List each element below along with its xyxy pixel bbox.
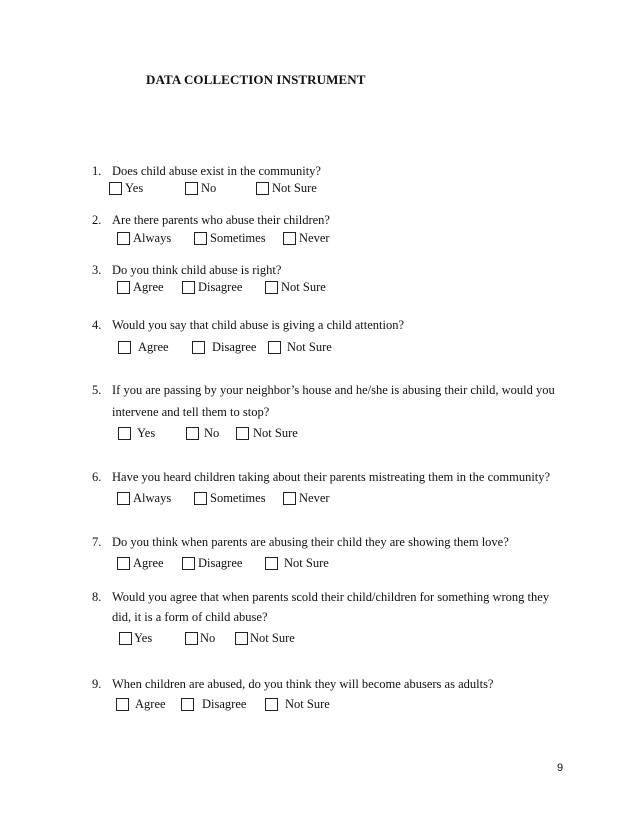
question-text: If you are passing by your neighbor’s house and he/she is abusing their child, would you	[112, 383, 555, 397]
option-label: Agree	[133, 556, 164, 570]
question-8	[92, 590, 549, 605]
option-label: Never	[299, 231, 330, 245]
checkbox[interactable]	[117, 281, 130, 294]
question-5	[92, 383, 555, 398]
checkbox[interactable]	[117, 492, 130, 505]
option-yes[interactable]	[109, 181, 143, 196]
checkbox[interactable]	[181, 698, 194, 711]
question-number: 7.	[92, 535, 102, 549]
option-not-sure[interactable]	[236, 426, 298, 441]
question-1	[92, 164, 321, 179]
question-text: Would you agree that when parents scold their child/children for something wrong they	[112, 590, 550, 604]
option-label: Disagree	[212, 340, 257, 354]
option-yes[interactable]	[119, 631, 152, 646]
option-disagree[interactable]	[192, 340, 256, 355]
checkbox[interactable]	[236, 427, 249, 440]
checkbox[interactable]	[265, 281, 278, 294]
question-number: 9.	[92, 677, 102, 691]
question-text-continued: intervene and tell them to stop?	[112, 405, 270, 419]
checkbox[interactable]	[235, 632, 248, 645]
option-label: Disagree	[202, 697, 247, 711]
question-9	[92, 677, 493, 692]
option-not-sure[interactable]	[268, 340, 332, 355]
checkbox[interactable]	[117, 232, 130, 245]
question-number: 1.	[92, 164, 102, 178]
checkbox[interactable]	[109, 182, 122, 195]
option-never[interactable]	[283, 231, 330, 246]
question-text: Do you think when parents are abusing their child they are showing them love?	[112, 535, 509, 549]
question-7	[92, 535, 509, 550]
option-label: Yes	[125, 181, 144, 195]
option-agree[interactable]	[118, 340, 169, 355]
option-label: Disagree	[198, 280, 243, 294]
checkbox[interactable]	[265, 557, 278, 570]
option-label: Not Sure	[250, 631, 295, 645]
checkbox[interactable]	[283, 492, 296, 505]
option-not-sure[interactable]	[265, 556, 329, 571]
option-agree[interactable]	[117, 280, 164, 295]
question-number: 8.	[92, 590, 102, 604]
option-label: Agree	[138, 340, 169, 354]
page-title: DATA COLLECTION INSTRUMENT	[146, 72, 366, 87]
option-label: Not Sure	[253, 426, 298, 440]
option-label: Always	[133, 491, 172, 505]
option-label: Not Sure	[272, 181, 317, 195]
option-label: Always	[133, 231, 172, 245]
question-text: When children are abused, do you think they will become abusers as adults?	[112, 677, 494, 691]
option-no[interactable]	[185, 631, 215, 646]
checkbox[interactable]	[182, 281, 195, 294]
option-always[interactable]	[117, 231, 171, 246]
option-label: Agree	[135, 697, 166, 711]
option-label: Sometimes	[210, 491, 266, 505]
option-label: Not Sure	[281, 280, 326, 294]
checkbox[interactable]	[182, 557, 195, 570]
option-no[interactable]	[186, 426, 219, 441]
question-text: Does child abuse exist in the community?	[112, 164, 321, 178]
option-agree[interactable]	[117, 556, 164, 571]
option-label: Agree	[133, 280, 164, 294]
option-label: Not Sure	[287, 340, 332, 354]
checkbox[interactable]	[117, 557, 130, 570]
question-2	[92, 213, 330, 228]
question-number: 6.	[92, 470, 102, 484]
option-disagree[interactable]	[181, 697, 246, 712]
option-not-sure[interactable]	[235, 631, 295, 646]
option-not-sure[interactable]	[256, 181, 317, 196]
checkbox[interactable]	[116, 698, 129, 711]
question-text-continued: did, it is a form of child abuse?	[112, 610, 268, 624]
checkbox[interactable]	[119, 632, 132, 645]
option-label: Yes	[134, 631, 153, 645]
option-label: Sometimes	[210, 231, 266, 245]
option-label: Disagree	[198, 556, 243, 570]
checkbox[interactable]	[194, 492, 207, 505]
question-text: Would you say that child abuse is giving a child attention?	[112, 318, 404, 332]
option-sometimes[interactable]	[194, 491, 266, 506]
option-yes[interactable]	[118, 426, 155, 441]
question-number: 4.	[92, 318, 102, 332]
checkbox[interactable]	[118, 427, 131, 440]
checkbox[interactable]	[283, 232, 296, 245]
option-not-sure[interactable]	[265, 280, 326, 295]
option-agree[interactable]	[116, 697, 166, 712]
checkbox[interactable]	[185, 182, 198, 195]
option-not-sure[interactable]	[265, 697, 330, 712]
option-disagree[interactable]	[182, 556, 242, 571]
checkbox[interactable]	[118, 341, 131, 354]
page-number: 9	[557, 762, 564, 774]
checkbox[interactable]	[185, 632, 198, 645]
question-3	[92, 263, 281, 278]
option-label: Never	[299, 491, 330, 505]
question-4	[92, 318, 404, 333]
checkbox[interactable]	[194, 232, 207, 245]
checkbox[interactable]	[265, 698, 278, 711]
checkbox[interactable]	[268, 341, 281, 354]
question-number: 5.	[92, 383, 102, 397]
checkbox[interactable]	[192, 341, 205, 354]
option-always[interactable]	[117, 491, 171, 506]
option-no[interactable]	[185, 181, 216, 196]
question-6	[92, 470, 550, 485]
option-disagree[interactable]	[182, 280, 242, 295]
question-text: Are there parents who abuse their children?	[112, 213, 330, 227]
option-label: No	[204, 426, 220, 440]
option-never[interactable]	[283, 491, 330, 506]
option-label: Yes	[137, 426, 156, 440]
option-label: No	[200, 631, 216, 645]
question-number: 3.	[92, 263, 102, 277]
option-sometimes[interactable]	[194, 231, 266, 246]
question-number: 2.	[92, 213, 102, 227]
question-text: Do you think child abuse is right?	[112, 263, 282, 277]
option-label: Not Sure	[285, 697, 330, 711]
option-label: Not Sure	[284, 556, 329, 570]
checkbox[interactable]	[256, 182, 269, 195]
option-label: No	[201, 181, 217, 195]
checkbox[interactable]	[186, 427, 199, 440]
question-text: Have you heard children taking about their parents mistreating them in the community?	[112, 470, 551, 484]
